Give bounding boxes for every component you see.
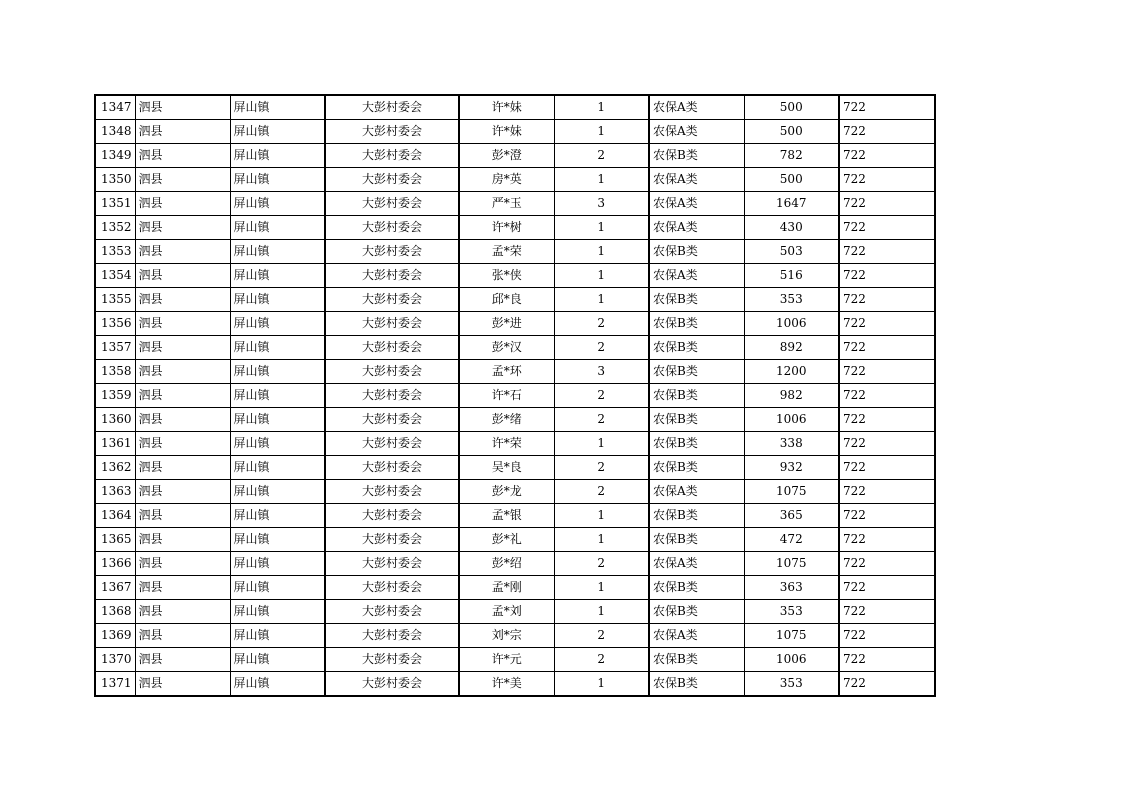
town-cell: 屏山镇	[230, 408, 325, 432]
town-cell: 屏山镇	[230, 504, 325, 528]
code-cell: 722	[839, 168, 935, 192]
code-cell: 722	[839, 240, 935, 264]
insurance-type-cell: 农保B类	[649, 408, 744, 432]
person-name-cell: 孟*荣	[459, 240, 554, 264]
village-committee-cell: 大彭村委会	[325, 216, 459, 240]
household-count-cell: 1	[554, 600, 649, 624]
row-number-cell: 1350	[95, 168, 135, 192]
county-cell: 泗县	[135, 192, 230, 216]
insurance-type-cell: 农保A类	[649, 624, 744, 648]
code-cell: 722	[839, 144, 935, 168]
table-row	[95, 648, 935, 672]
insurance-type-cell: 农保B类	[649, 336, 744, 360]
village-committee-cell: 大彭村委会	[325, 456, 459, 480]
person-name-cell: 吴*良	[459, 456, 554, 480]
amount-cell: 353	[744, 288, 839, 312]
village-committee-cell: 大彭村委会	[325, 552, 459, 576]
code-cell: 722	[839, 312, 935, 336]
insurance-type-cell: 农保B类	[649, 648, 744, 672]
person-name-cell: 孟*环	[459, 360, 554, 384]
town-cell: 屏山镇	[230, 384, 325, 408]
county-cell: 泗县	[135, 576, 230, 600]
person-name-cell: 孟*银	[459, 504, 554, 528]
row-number-cell: 1359	[95, 384, 135, 408]
insurance-type-cell: 农保A类	[649, 95, 744, 120]
insurance-type-cell: 农保B类	[649, 312, 744, 336]
village-committee-cell: 大彭村委会	[325, 360, 459, 384]
amount-cell: 430	[744, 216, 839, 240]
household-count-cell: 1	[554, 264, 649, 288]
row-number-cell: 1368	[95, 600, 135, 624]
code-cell: 722	[839, 264, 935, 288]
insurance-type-cell: 农保B类	[649, 504, 744, 528]
town-cell: 屏山镇	[230, 360, 325, 384]
table-row	[95, 480, 935, 504]
county-cell: 泗县	[135, 264, 230, 288]
county-cell: 泗县	[135, 432, 230, 456]
person-name-cell: 许*荣	[459, 432, 554, 456]
code-cell: 722	[839, 456, 935, 480]
county-cell: 泗县	[135, 456, 230, 480]
table-row	[95, 408, 935, 432]
row-number-cell: 1353	[95, 240, 135, 264]
county-cell: 泗县	[135, 504, 230, 528]
table-row	[95, 456, 935, 480]
table-row	[95, 576, 935, 600]
village-committee-cell: 大彭村委会	[325, 672, 459, 697]
county-cell: 泗县	[135, 624, 230, 648]
insurance-type-cell: 农保A类	[649, 192, 744, 216]
household-count-cell: 2	[554, 384, 649, 408]
person-name-cell: 彭*龙	[459, 480, 554, 504]
county-cell: 泗县	[135, 600, 230, 624]
amount-cell: 1200	[744, 360, 839, 384]
table-row	[95, 624, 935, 648]
person-name-cell: 张*侠	[459, 264, 554, 288]
insurance-type-cell: 农保B类	[649, 456, 744, 480]
person-name-cell: 彭*绪	[459, 408, 554, 432]
person-name-cell: 刘*宗	[459, 624, 554, 648]
amount-cell: 1075	[744, 624, 839, 648]
code-cell: 722	[839, 672, 935, 697]
table-row	[95, 168, 935, 192]
row-number-cell: 1370	[95, 648, 135, 672]
village-committee-cell: 大彭村委会	[325, 600, 459, 624]
village-committee-cell: 大彭村委会	[325, 192, 459, 216]
row-number-cell: 1365	[95, 528, 135, 552]
code-cell: 722	[839, 504, 935, 528]
town-cell: 屏山镇	[230, 192, 325, 216]
county-cell: 泗县	[135, 672, 230, 697]
amount-cell: 1075	[744, 552, 839, 576]
amount-cell: 500	[744, 168, 839, 192]
insurance-type-cell: 农保B类	[649, 360, 744, 384]
amount-cell: 338	[744, 432, 839, 456]
county-cell: 泗县	[135, 528, 230, 552]
table-row	[95, 600, 935, 624]
county-cell: 泗县	[135, 168, 230, 192]
household-count-cell: 1	[554, 120, 649, 144]
table-row	[95, 264, 935, 288]
household-count-cell: 1	[554, 432, 649, 456]
table-body	[95, 95, 935, 696]
household-count-cell: 2	[554, 336, 649, 360]
table-row	[95, 552, 935, 576]
village-committee-cell: 大彭村委会	[325, 384, 459, 408]
code-cell: 722	[839, 120, 935, 144]
town-cell: 屏山镇	[230, 120, 325, 144]
table-row	[95, 528, 935, 552]
town-cell: 屏山镇	[230, 144, 325, 168]
household-count-cell: 1	[554, 504, 649, 528]
village-committee-cell: 大彭村委会	[325, 120, 459, 144]
code-cell: 722	[839, 432, 935, 456]
code-cell: 722	[839, 600, 935, 624]
row-number-cell: 1356	[95, 312, 135, 336]
county-cell: 泗县	[135, 552, 230, 576]
person-name-cell: 许*妹	[459, 95, 554, 120]
amount-cell: 500	[744, 95, 839, 120]
county-cell: 泗县	[135, 288, 230, 312]
table-row	[95, 192, 935, 216]
code-cell: 722	[839, 360, 935, 384]
county-cell: 泗县	[135, 360, 230, 384]
town-cell: 屏山镇	[230, 288, 325, 312]
row-number-cell: 1347	[95, 95, 135, 120]
row-number-cell: 1349	[95, 144, 135, 168]
household-count-cell: 1	[554, 528, 649, 552]
county-cell: 泗县	[135, 120, 230, 144]
town-cell: 屏山镇	[230, 168, 325, 192]
town-cell: 屏山镇	[230, 480, 325, 504]
table-row	[95, 240, 935, 264]
insurance-type-cell: 农保A类	[649, 264, 744, 288]
table-row	[95, 144, 935, 168]
household-count-cell: 1	[554, 240, 649, 264]
table-row	[95, 336, 935, 360]
row-number-cell: 1361	[95, 432, 135, 456]
code-cell: 722	[839, 336, 935, 360]
amount-cell: 363	[744, 576, 839, 600]
person-name-cell: 严*玉	[459, 192, 554, 216]
amount-cell: 1647	[744, 192, 839, 216]
town-cell: 屏山镇	[230, 456, 325, 480]
county-cell: 泗县	[135, 648, 230, 672]
household-count-cell: 2	[554, 408, 649, 432]
household-count-cell: 1	[554, 95, 649, 120]
row-number-cell: 1369	[95, 624, 135, 648]
amount-cell: 353	[744, 600, 839, 624]
insurance-type-cell: 农保B类	[649, 384, 744, 408]
county-cell: 泗县	[135, 95, 230, 120]
person-name-cell: 孟*刘	[459, 600, 554, 624]
county-cell: 泗县	[135, 312, 230, 336]
insurance-type-cell: 农保A类	[649, 168, 744, 192]
table-row	[95, 360, 935, 384]
town-cell: 屏山镇	[230, 624, 325, 648]
village-committee-cell: 大彭村委会	[325, 624, 459, 648]
county-cell: 泗县	[135, 408, 230, 432]
insurance-type-cell: 农保B类	[649, 600, 744, 624]
person-name-cell: 许*美	[459, 672, 554, 697]
household-count-cell: 2	[554, 312, 649, 336]
household-count-cell: 1	[554, 216, 649, 240]
insurance-type-cell: 农保B类	[649, 240, 744, 264]
town-cell: 屏山镇	[230, 576, 325, 600]
household-count-cell: 2	[554, 480, 649, 504]
amount-cell: 472	[744, 528, 839, 552]
village-committee-cell: 大彭村委会	[325, 408, 459, 432]
household-count-cell: 3	[554, 192, 649, 216]
amount-cell: 516	[744, 264, 839, 288]
person-name-cell: 许*石	[459, 384, 554, 408]
row-number-cell: 1348	[95, 120, 135, 144]
amount-cell: 353	[744, 672, 839, 697]
table-row	[95, 432, 935, 456]
household-count-cell: 3	[554, 360, 649, 384]
town-cell: 屏山镇	[230, 552, 325, 576]
village-committee-cell: 大彭村委会	[325, 576, 459, 600]
person-name-cell: 邱*良	[459, 288, 554, 312]
row-number-cell: 1351	[95, 192, 135, 216]
village-committee-cell: 大彭村委会	[325, 240, 459, 264]
person-name-cell: 彭*澄	[459, 144, 554, 168]
insurance-type-cell: 农保B类	[649, 672, 744, 697]
town-cell: 屏山镇	[230, 600, 325, 624]
amount-cell: 892	[744, 336, 839, 360]
code-cell: 722	[839, 480, 935, 504]
amount-cell: 1006	[744, 648, 839, 672]
row-number-cell: 1371	[95, 672, 135, 697]
village-committee-cell: 大彭村委会	[325, 480, 459, 504]
person-name-cell: 许*妹	[459, 120, 554, 144]
code-cell: 722	[839, 288, 935, 312]
code-cell: 722	[839, 192, 935, 216]
household-count-cell: 2	[554, 624, 649, 648]
insurance-type-cell: 农保B类	[649, 288, 744, 312]
table-row	[95, 95, 935, 120]
row-number-cell: 1366	[95, 552, 135, 576]
town-cell: 屏山镇	[230, 95, 325, 120]
row-number-cell: 1362	[95, 456, 135, 480]
household-count-cell: 1	[554, 672, 649, 697]
amount-cell: 982	[744, 384, 839, 408]
village-committee-cell: 大彭村委会	[325, 336, 459, 360]
table-row	[95, 312, 935, 336]
county-cell: 泗县	[135, 240, 230, 264]
amount-cell: 503	[744, 240, 839, 264]
code-cell: 722	[839, 408, 935, 432]
amount-cell: 1006	[744, 408, 839, 432]
county-cell: 泗县	[135, 480, 230, 504]
insurance-type-cell: 农保A类	[649, 120, 744, 144]
county-cell: 泗县	[135, 144, 230, 168]
code-cell: 722	[839, 576, 935, 600]
town-cell: 屏山镇	[230, 432, 325, 456]
person-name-cell: 许*元	[459, 648, 554, 672]
table-row	[95, 504, 935, 528]
row-number-cell: 1367	[95, 576, 135, 600]
amount-cell: 932	[744, 456, 839, 480]
village-committee-cell: 大彭村委会	[325, 95, 459, 120]
code-cell: 722	[839, 624, 935, 648]
household-count-cell: 1	[554, 168, 649, 192]
village-committee-cell: 大彭村委会	[325, 312, 459, 336]
table-row	[95, 216, 935, 240]
table-row	[95, 120, 935, 144]
town-cell: 屏山镇	[230, 648, 325, 672]
person-name-cell: 彭*进	[459, 312, 554, 336]
data-table	[94, 94, 936, 697]
village-committee-cell: 大彭村委会	[325, 264, 459, 288]
town-cell: 屏山镇	[230, 312, 325, 336]
code-cell: 722	[839, 216, 935, 240]
household-count-cell: 1	[554, 288, 649, 312]
amount-cell: 1075	[744, 480, 839, 504]
household-count-cell: 2	[554, 456, 649, 480]
insurance-type-cell: 农保A类	[649, 216, 744, 240]
insurance-type-cell: 农保B类	[649, 432, 744, 456]
code-cell: 722	[839, 95, 935, 120]
row-number-cell: 1352	[95, 216, 135, 240]
village-committee-cell: 大彭村委会	[325, 288, 459, 312]
table-row	[95, 672, 935, 697]
table-row	[95, 288, 935, 312]
person-name-cell: 孟*刚	[459, 576, 554, 600]
insurance-type-cell: 农保A类	[649, 480, 744, 504]
person-name-cell: 彭*礼	[459, 528, 554, 552]
table-row	[95, 384, 935, 408]
town-cell: 屏山镇	[230, 672, 325, 697]
code-cell: 722	[839, 552, 935, 576]
code-cell: 722	[839, 528, 935, 552]
county-cell: 泗县	[135, 336, 230, 360]
row-number-cell: 1360	[95, 408, 135, 432]
row-number-cell: 1357	[95, 336, 135, 360]
person-name-cell: 彭*汉	[459, 336, 554, 360]
village-committee-cell: 大彭村委会	[325, 168, 459, 192]
insurance-type-cell: 农保B类	[649, 528, 744, 552]
town-cell: 屏山镇	[230, 240, 325, 264]
row-number-cell: 1354	[95, 264, 135, 288]
village-committee-cell: 大彭村委会	[325, 432, 459, 456]
person-name-cell: 许*树	[459, 216, 554, 240]
insurance-type-cell: 农保A类	[649, 552, 744, 576]
amount-cell: 365	[744, 504, 839, 528]
row-number-cell: 1358	[95, 360, 135, 384]
amount-cell: 1006	[744, 312, 839, 336]
household-count-cell: 1	[554, 576, 649, 600]
town-cell: 屏山镇	[230, 336, 325, 360]
village-committee-cell: 大彭村委会	[325, 504, 459, 528]
row-number-cell: 1364	[95, 504, 135, 528]
household-count-cell: 2	[554, 144, 649, 168]
code-cell: 722	[839, 648, 935, 672]
code-cell: 722	[839, 384, 935, 408]
village-committee-cell: 大彭村委会	[325, 144, 459, 168]
row-number-cell: 1355	[95, 288, 135, 312]
town-cell: 屏山镇	[230, 528, 325, 552]
household-count-cell: 2	[554, 648, 649, 672]
village-committee-cell: 大彭村委会	[325, 648, 459, 672]
county-cell: 泗县	[135, 216, 230, 240]
insurance-type-cell: 农保B类	[649, 144, 744, 168]
town-cell: 屏山镇	[230, 264, 325, 288]
amount-cell: 500	[744, 120, 839, 144]
village-committee-cell: 大彭村委会	[325, 528, 459, 552]
person-name-cell: 房*英	[459, 168, 554, 192]
county-cell: 泗县	[135, 384, 230, 408]
amount-cell: 782	[744, 144, 839, 168]
town-cell: 屏山镇	[230, 216, 325, 240]
row-number-cell: 1363	[95, 480, 135, 504]
person-name-cell: 彭*绍	[459, 552, 554, 576]
insurance-type-cell: 农保B类	[649, 576, 744, 600]
household-count-cell: 2	[554, 552, 649, 576]
